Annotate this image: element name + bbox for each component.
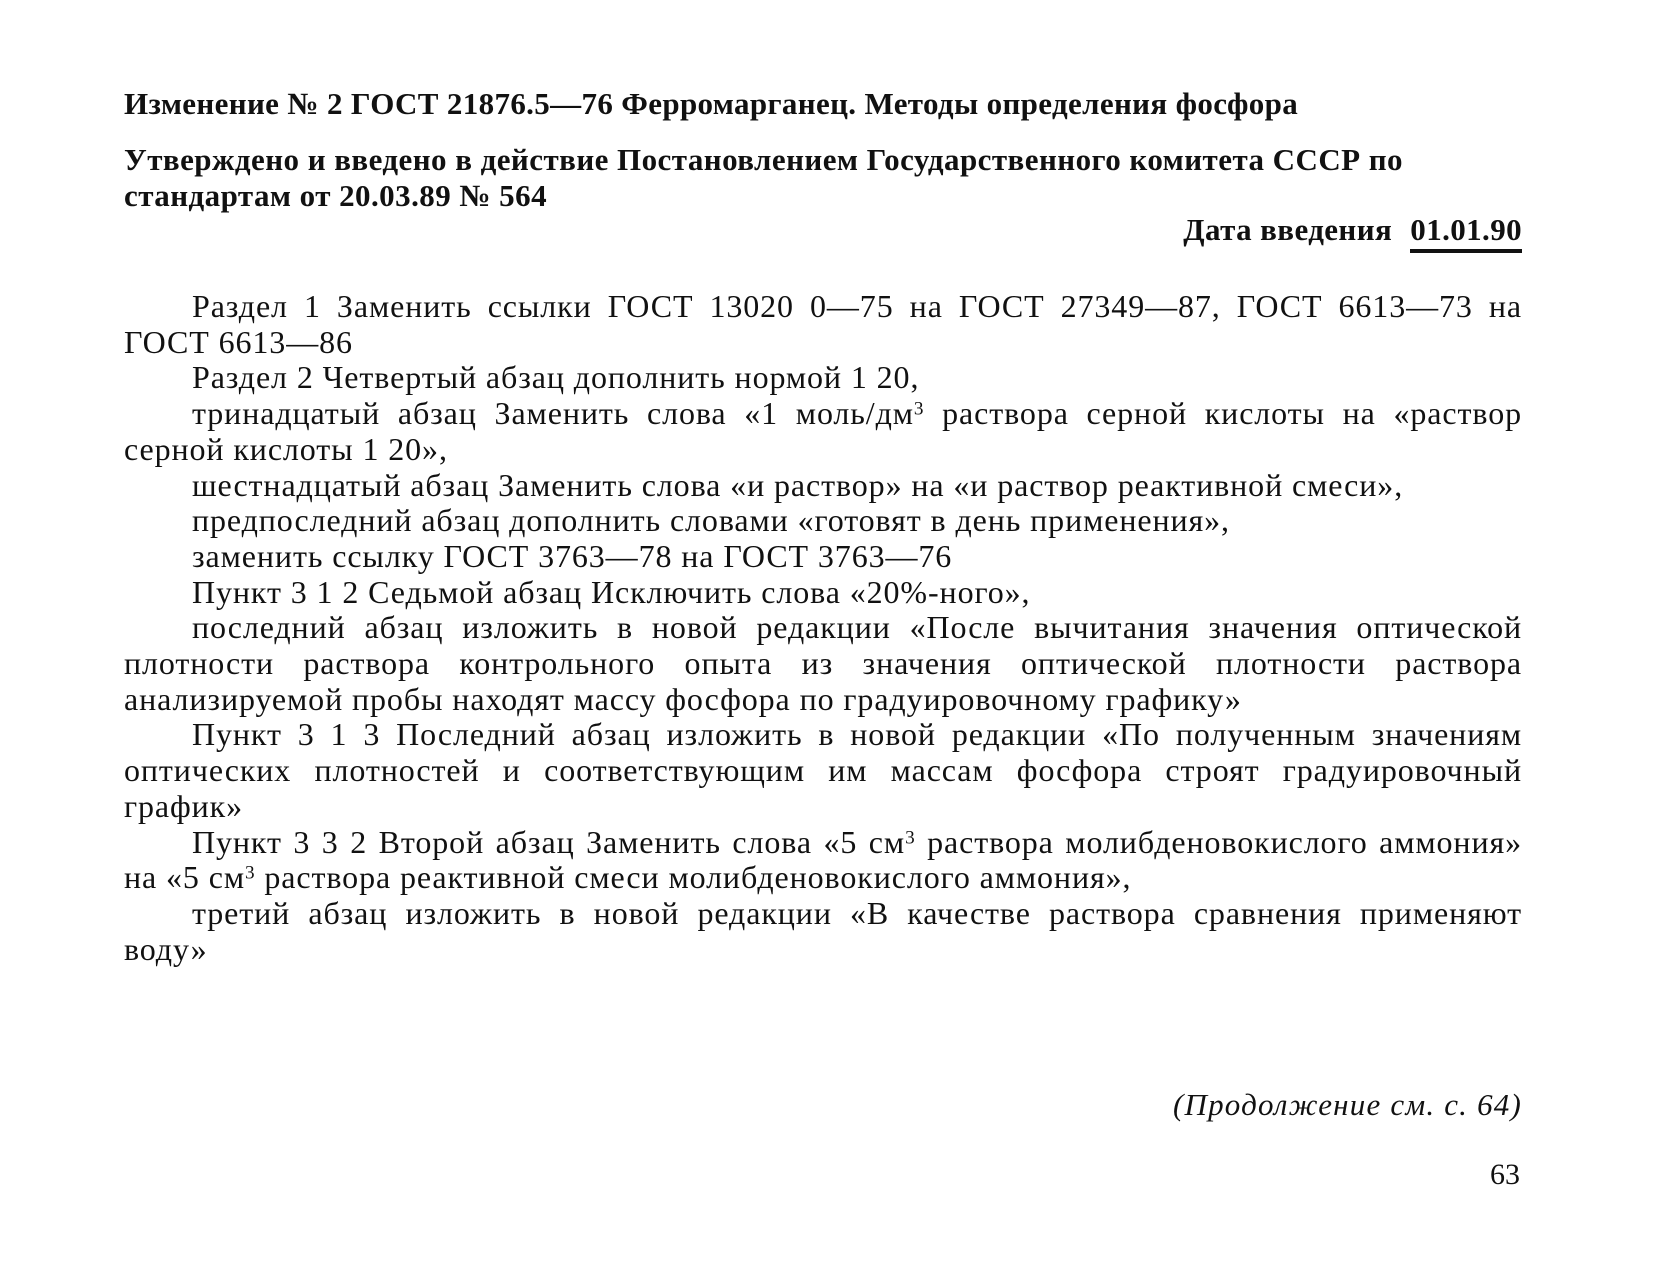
paragraph-item-3-3-2-text-b: раствора молибденовокислого аммония» на «5 см	[124, 823, 1522, 896]
paragraph-thirteenth	[124, 396, 1522, 467]
document-title: Изменение № 2 ГОСТ 21876.5—76 Ферромарганец. Методы определения фосфора	[124, 86, 1299, 121]
paragraph-sixteenth: шестнадцатый абзац Заменить слова «и раствор» на «и раствор реактивной смеси»,	[192, 466, 1404, 503]
approval-statement: Утверждено и введено в действие Постановлением Государственного комитета СССР по стандартам от 20.03.89 № 564	[124, 142, 1404, 213]
paragraph-item-3-1-2: Пункт 3 1 2 Седьмой абзац Исключить слова «20%-ного»,	[192, 573, 1031, 610]
paragraph-thirteenth-text-b: раствора серной кислоты на «раствор серной кислоты 1 20»,	[124, 395, 1522, 467]
paragraph-item-3-3-2-text-c: раствора реактивной смеси молибденовокислого аммония»,	[255, 859, 1132, 896]
continuation-note: (Продолжение см. с. 64)	[1172, 1087, 1522, 1122]
effective-date-value: 01.01.90	[1410, 214, 1522, 253]
superscript-3-second: 3	[244, 862, 256, 884]
superscript-3-first: 3	[905, 826, 916, 848]
effective-date-row	[1183, 214, 1522, 253]
paragraph-thirteenth-text-a: тринадцатый абзац Заменить слова «1 моль/дм	[192, 395, 914, 432]
paragraph-section-1: Раздел 1 Заменить ссылки ГОСТ 13020 0—75 на ГОСТ 27349—87, ГОСТ 6613—73 на ГОСТ 6613—86	[124, 288, 1522, 360]
paragraph-section-2: Раздел 2 Четвертый абзац дополнить нормой 1 20,	[192, 359, 920, 396]
paragraph-item-3-1-3: Пункт 3 1 3 Последний абзац изложить в новой редакции «По полученным значениям оптических плотностей и соответствующим им массам фосфора строят градуировочный график»	[124, 716, 1522, 824]
paragraph-item-3-3-2	[124, 825, 1522, 896]
superscript-3: 3	[913, 398, 925, 420]
paragraph-replace-reference: заменить ссылку ГОСТ 3763—78 на ГОСТ 3763—76	[192, 537, 953, 574]
paragraph-last-paragraph: последний абзац изложить в новой редакции «После вычитания значения оптической плотности раствора контрольного опыта из значения оптической плотности раствора анализируемой пробы находят массу фосфора по градуировочному графику»	[124, 609, 1522, 717]
paragraph-item-3-3-2-text-a: Пункт 3 3 2 Второй абзац Заменить слова «5 см	[192, 823, 906, 860]
page-number: 63	[1490, 1158, 1520, 1191]
paragraph-third: третий абзац изложить в новой редакции «В качестве раствора сравнения применяют воду»	[124, 894, 1522, 967]
effective-date-label: Дата введения	[1183, 212, 1393, 247]
document-body	[124, 289, 1522, 967]
paragraph-penultimate: предпоследний абзац дополнить словами «готовят в день применения»,	[192, 502, 1230, 539]
